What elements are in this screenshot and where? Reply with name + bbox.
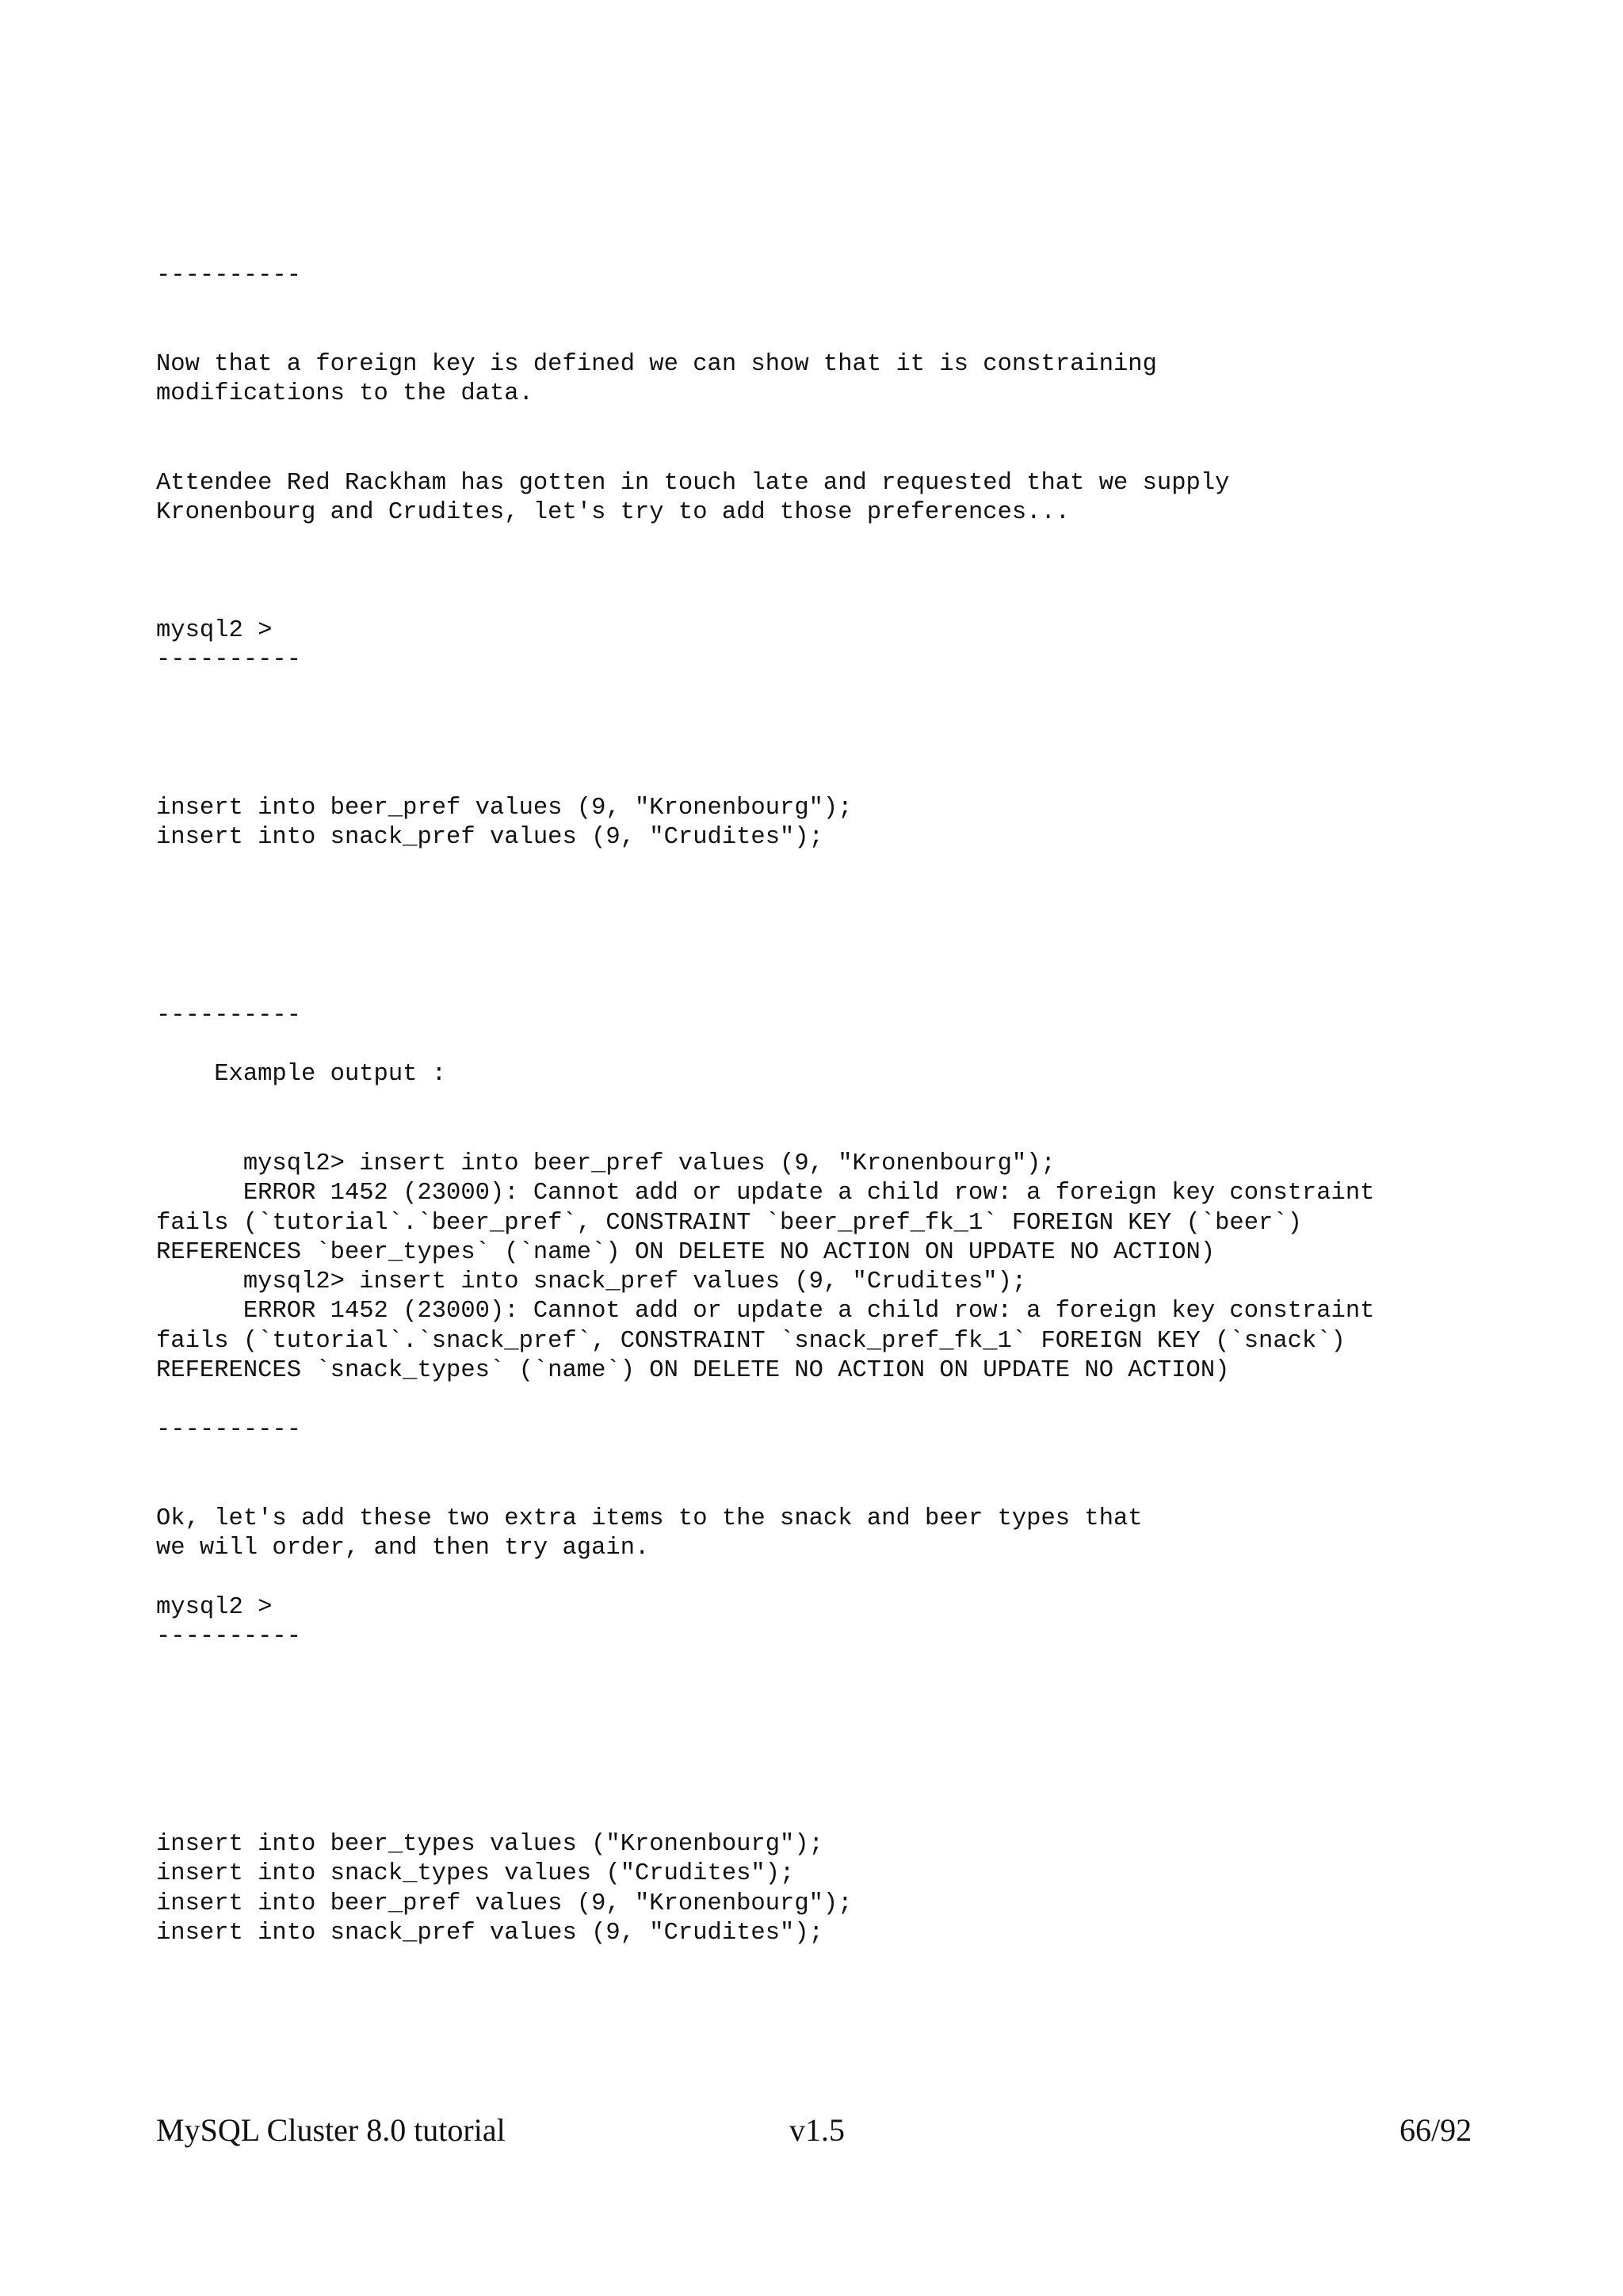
footer-version: v1.5: [789, 2112, 845, 2148]
separator-3: ----------: [156, 1417, 302, 1444]
ok-paragraph: Ok, let's add these two extra items to the snack and beer types that we will order, and then try again.: [156, 1505, 1143, 1562]
request-paragraph: Attendee Red Rackham has gotten in touch late and requested that we supply Kronenbourg and Crudites, let's try to add those preferences...: [156, 470, 1230, 527]
intro-paragraph: Now that a foreign key is defined we can show that it is constraining modifications to the data.: [156, 351, 1157, 408]
code-block-insert-types: insert into beer_types values ("Kronenbourg"); insert into snack_types values ("Crudites"); insert into beer_pref values (9, "Kronenbourg"); insert into snack_pref values (9, "Crudites");: [156, 1831, 853, 1947]
footer-page-number: 66/92: [1400, 2112, 1472, 2148]
separator-1: ----------: [156, 262, 302, 289]
footer-title: MySQL Cluster 8.0 tutorial: [156, 2112, 506, 2148]
example-output-block: mysql2> insert into beer_pref values (9, "Kronenbourg"); ERROR 1452 (23000): Cannot add or update a child row: a foreign key constraint fails (`tutorial`.`beer_pref`, CONSTRAINT `beer_pref_fk_1` FOREIGN KEY (`beer`) REFERENCES `beer_types` (`name`) ON DELETE NO ACTION ON UPDATE NO ACTION) mysql2> insert into snack_pref values (9, "Crudites"); ERROR 1452 (23000): Cannot add or update a child row: a foreign key constraint fails (`tutorial`.`snack_pref`, CONSTRAINT `snack_pref_fk_1` FOREIGN KEY (`snack`) REFERENCES `snack_types` (`name`) ON DELETE NO ACTION ON UPDATE NO ACTION): [156, 1150, 1375, 1385]
separator-2: ----------: [156, 1002, 302, 1029]
mysql-prompt-2: mysql2 > ----------: [156, 1594, 302, 1651]
mysql-prompt-1: mysql2 > ----------: [156, 617, 302, 674]
code-block-insert-prefs: insert into beer_pref values (9, "Kronenbourg"); insert into snack_pref values (9, "Crudites");: [156, 795, 853, 852]
example-output-label: Example output :: [156, 1061, 447, 1088]
